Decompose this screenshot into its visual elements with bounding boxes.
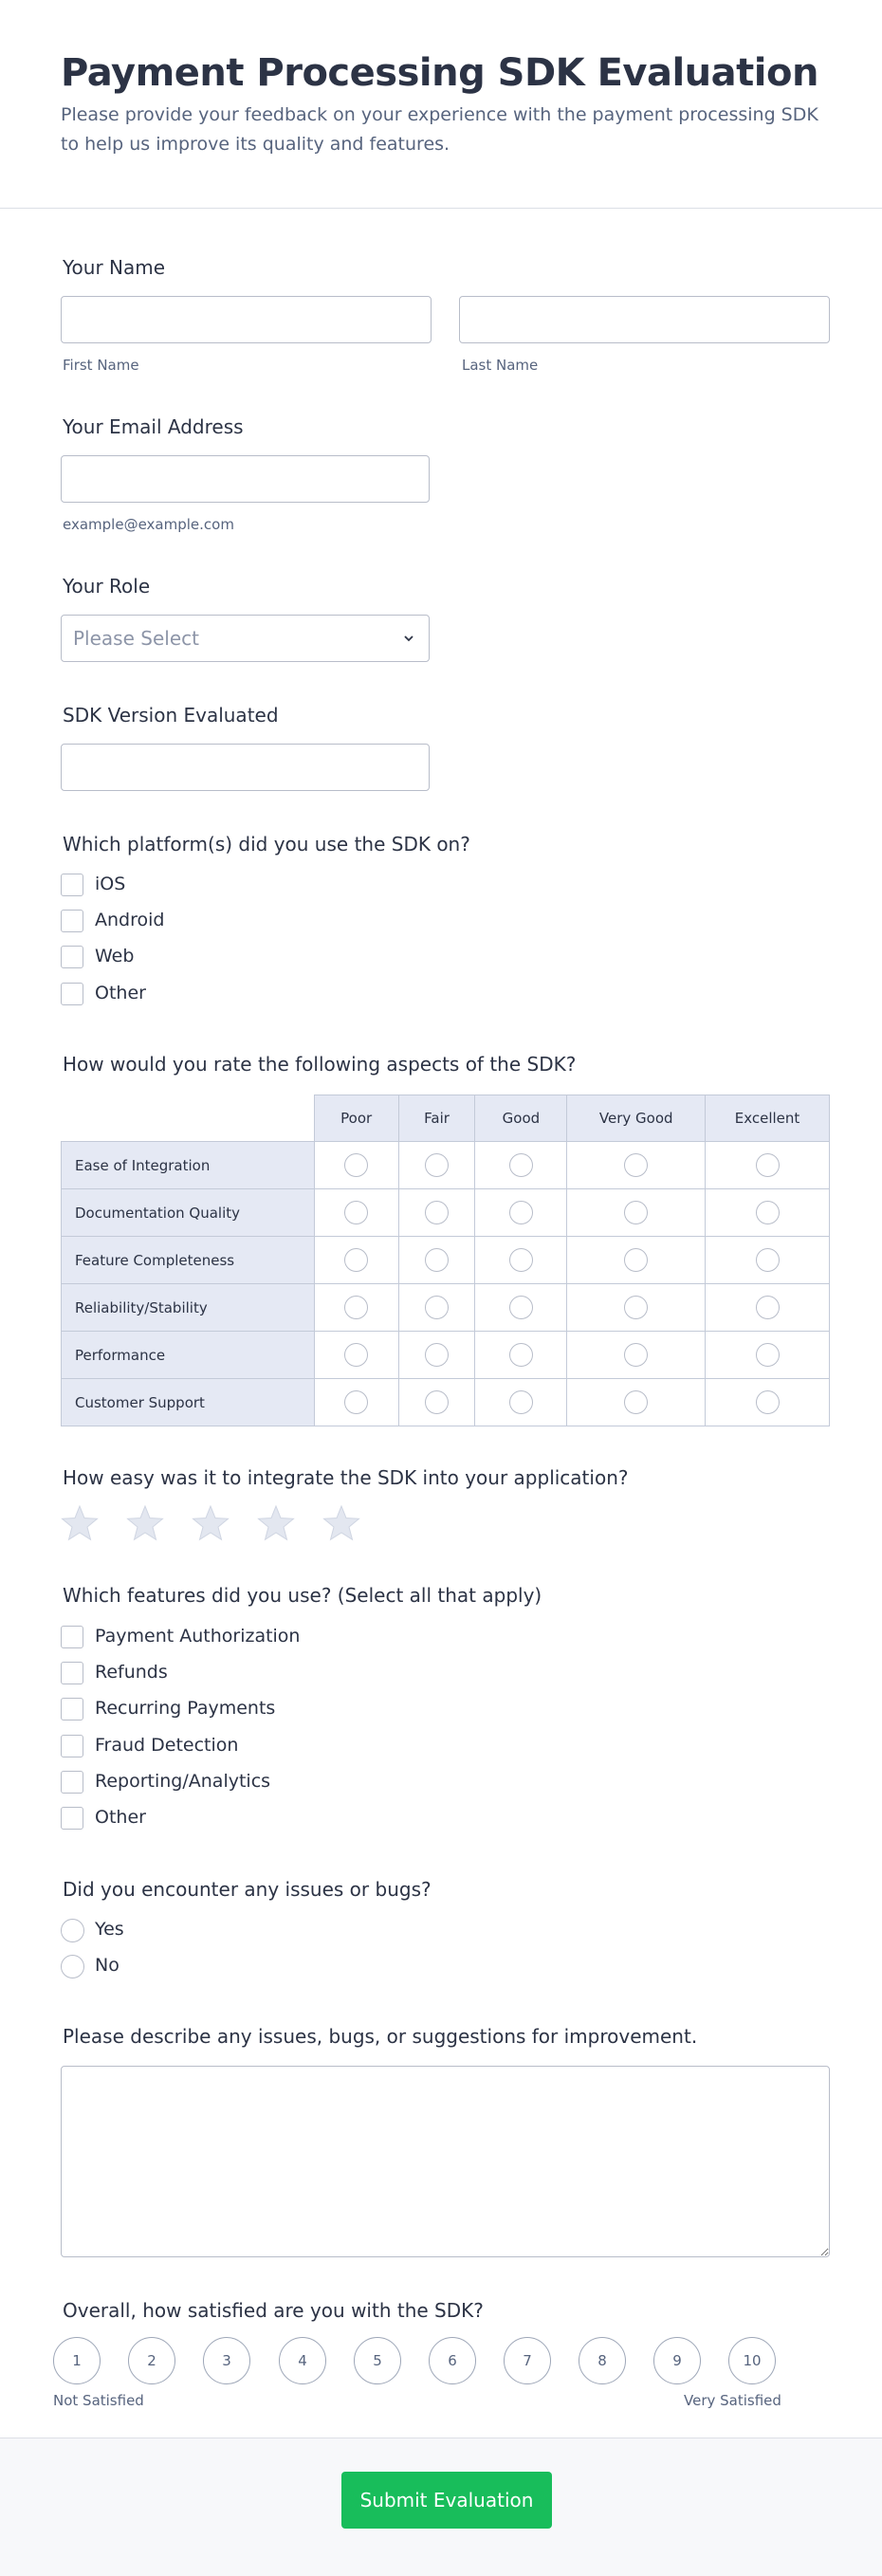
matrix-radio[interactable] xyxy=(425,1201,449,1224)
first-name-input[interactable] xyxy=(61,296,432,343)
platform-checkbox-other[interactable] xyxy=(61,983,83,1005)
matrix-radio[interactable] xyxy=(425,1153,449,1177)
matrix-row-label: Performance xyxy=(62,1332,315,1379)
role-label: Your Role xyxy=(63,575,151,598)
matrix-radio[interactable] xyxy=(344,1201,368,1224)
matrix-row xyxy=(62,1284,830,1332)
ease-label: How easy was it to integrate the SDK into your application? xyxy=(63,1466,629,1489)
matrix-radio[interactable] xyxy=(425,1390,449,1414)
issues-option-yes: Yes xyxy=(95,1919,124,1940)
feature-checkbox-fraud[interactable] xyxy=(61,1735,83,1757)
email-label: Your Email Address xyxy=(63,415,244,438)
matrix-radio[interactable] xyxy=(509,1343,533,1367)
matrix-col-excellent: Excellent xyxy=(706,1095,830,1142)
matrix-label: How would you rate the following aspects of the SDK? xyxy=(63,1053,577,1076)
scale-min-label: Not Satisfied xyxy=(53,2392,144,2409)
role-select[interactable] xyxy=(61,615,430,662)
matrix-radio[interactable] xyxy=(756,1296,780,1319)
scale-option[interactable]: 5 xyxy=(354,2337,401,2384)
feature-checkbox-other[interactable] xyxy=(61,1807,83,1830)
matrix-radio[interactable] xyxy=(509,1153,533,1177)
matrix-row-label: Feature Completeness xyxy=(62,1237,315,1284)
platform-option-android: Android xyxy=(95,910,165,930)
matrix-corner xyxy=(62,1095,315,1142)
matrix-radio[interactable] xyxy=(344,1248,368,1272)
satisfaction-label: Overall, how satisfied are you with the SDK? xyxy=(63,2299,484,2322)
matrix-radio[interactable] xyxy=(624,1201,648,1224)
matrix-radio[interactable] xyxy=(756,1390,780,1414)
matrix-radio[interactable] xyxy=(756,1248,780,1272)
star-icon[interactable] xyxy=(61,1504,99,1542)
star-icon[interactable] xyxy=(322,1504,360,1542)
matrix-radio[interactable] xyxy=(756,1343,780,1367)
matrix-radio[interactable] xyxy=(624,1248,648,1272)
scale-max-label: Very Satisfied xyxy=(684,2392,781,2409)
matrix-radio[interactable] xyxy=(344,1296,368,1319)
version-label: SDK Version Evaluated xyxy=(63,704,279,727)
feature-option-refunds: Refunds xyxy=(95,1662,168,1683)
feature-option-reporting: Reporting/Analytics xyxy=(95,1771,271,1792)
describe-textarea[interactable] xyxy=(61,2066,830,2257)
scale-option[interactable]: 10 xyxy=(728,2337,776,2384)
platform-checkbox-ios[interactable] xyxy=(61,874,83,896)
matrix-radio[interactable] xyxy=(344,1153,368,1177)
matrix-row-label: Ease of Integration xyxy=(62,1142,315,1189)
scale-option[interactable]: 9 xyxy=(653,2337,701,2384)
matrix-row-label: Customer Support xyxy=(62,1379,315,1426)
matrix-radio[interactable] xyxy=(425,1343,449,1367)
star-icon[interactable] xyxy=(257,1504,295,1542)
scale-option[interactable]: 2 xyxy=(128,2337,175,2384)
platform-option-ios: iOS xyxy=(95,874,126,894)
feature-option-recurring: Recurring Payments xyxy=(95,1698,276,1719)
star-icon[interactable] xyxy=(126,1504,164,1542)
matrix-row-label: Documentation Quality xyxy=(62,1189,315,1237)
name-label: Your Name xyxy=(63,256,166,279)
matrix-radio[interactable] xyxy=(344,1390,368,1414)
matrix-row xyxy=(62,1379,830,1426)
scale-option[interactable]: 4 xyxy=(279,2337,326,2384)
email-input[interactable] xyxy=(61,455,430,503)
matrix-radio[interactable] xyxy=(624,1343,648,1367)
submit-button[interactable]: Submit Evaluation xyxy=(341,2472,552,2529)
describe-label: Please describe any issues, bugs, or suggestions for improvement. xyxy=(63,2025,698,2048)
scale-option[interactable]: 1 xyxy=(53,2337,101,2384)
feature-checkbox-reporting[interactable] xyxy=(61,1771,83,1794)
platform-checkbox-web[interactable] xyxy=(61,946,83,968)
matrix-radio[interactable] xyxy=(425,1296,449,1319)
matrix-radio[interactable] xyxy=(425,1248,449,1272)
rating-matrix xyxy=(61,1095,830,1426)
last-name-input[interactable] xyxy=(459,296,830,343)
scale-option[interactable]: 3 xyxy=(203,2337,250,2384)
header-divider xyxy=(0,208,882,209)
platforms-label: Which platform(s) did you use the SDK on? xyxy=(63,833,470,856)
matrix-radio[interactable] xyxy=(509,1390,533,1414)
matrix-col-very-good: Very Good xyxy=(567,1095,706,1142)
matrix-radio[interactable] xyxy=(624,1390,648,1414)
matrix-radio[interactable] xyxy=(344,1343,368,1367)
platform-checkbox-android[interactable] xyxy=(61,910,83,932)
feature-option-fraud: Fraud Detection xyxy=(95,1735,239,1756)
feature-option-other: Other xyxy=(95,1807,146,1828)
matrix-col-fair: Fair xyxy=(398,1095,475,1142)
matrix-row xyxy=(62,1237,830,1284)
feature-checkbox-refunds[interactable] xyxy=(61,1662,83,1684)
issues-option-no: No xyxy=(95,1955,119,1976)
form-subtitle: Please provide your feedback on your experience with the payment processing SDK to help us improve its quality and features. xyxy=(61,104,818,155)
matrix-col-good: Good xyxy=(475,1095,567,1142)
matrix-radio[interactable] xyxy=(756,1201,780,1224)
feature-checkbox-recurring[interactable] xyxy=(61,1698,83,1720)
scale-option[interactable]: 8 xyxy=(579,2337,626,2384)
features-label: Which features did you use? (Select all that apply) xyxy=(63,1584,542,1607)
role-select-placeholder: Please Select xyxy=(73,627,199,650)
last-name-sublabel: Last Name xyxy=(462,357,539,374)
matrix-radio[interactable] xyxy=(624,1153,648,1177)
scale-option[interactable]: 6 xyxy=(429,2337,476,2384)
first-name-sublabel: First Name xyxy=(63,357,139,374)
matrix-col-poor: Poor xyxy=(314,1095,398,1142)
issues-radio-yes[interactable] xyxy=(61,1919,84,1942)
issues-radio-no[interactable] xyxy=(61,1955,84,1978)
version-input[interactable] xyxy=(61,744,430,791)
matrix-radio[interactable] xyxy=(756,1153,780,1177)
feature-checkbox-authorization[interactable] xyxy=(61,1626,83,1648)
issues-label: Did you encounter any issues or bugs? xyxy=(63,1878,432,1901)
matrix-row-label: Reliability/Stability xyxy=(62,1284,315,1332)
matrix-row xyxy=(62,1142,830,1189)
matrix-radio[interactable] xyxy=(509,1248,533,1272)
form-title: Payment Processing SDK Evaluation xyxy=(61,51,818,95)
matrix-row xyxy=(62,1332,830,1379)
matrix-radio[interactable] xyxy=(624,1296,648,1319)
platform-option-other: Other xyxy=(95,983,146,1003)
platform-option-web: Web xyxy=(95,946,135,966)
matrix-row xyxy=(62,1189,830,1237)
feature-option-authorization: Payment Authorization xyxy=(95,1626,301,1647)
email-sublabel: example@example.com xyxy=(63,516,234,533)
scale-option[interactable]: 7 xyxy=(504,2337,551,2384)
star-icon[interactable] xyxy=(192,1504,230,1542)
matrix-radio[interactable] xyxy=(509,1201,533,1224)
matrix-radio[interactable] xyxy=(509,1296,533,1319)
chevron-down-icon xyxy=(403,634,414,643)
